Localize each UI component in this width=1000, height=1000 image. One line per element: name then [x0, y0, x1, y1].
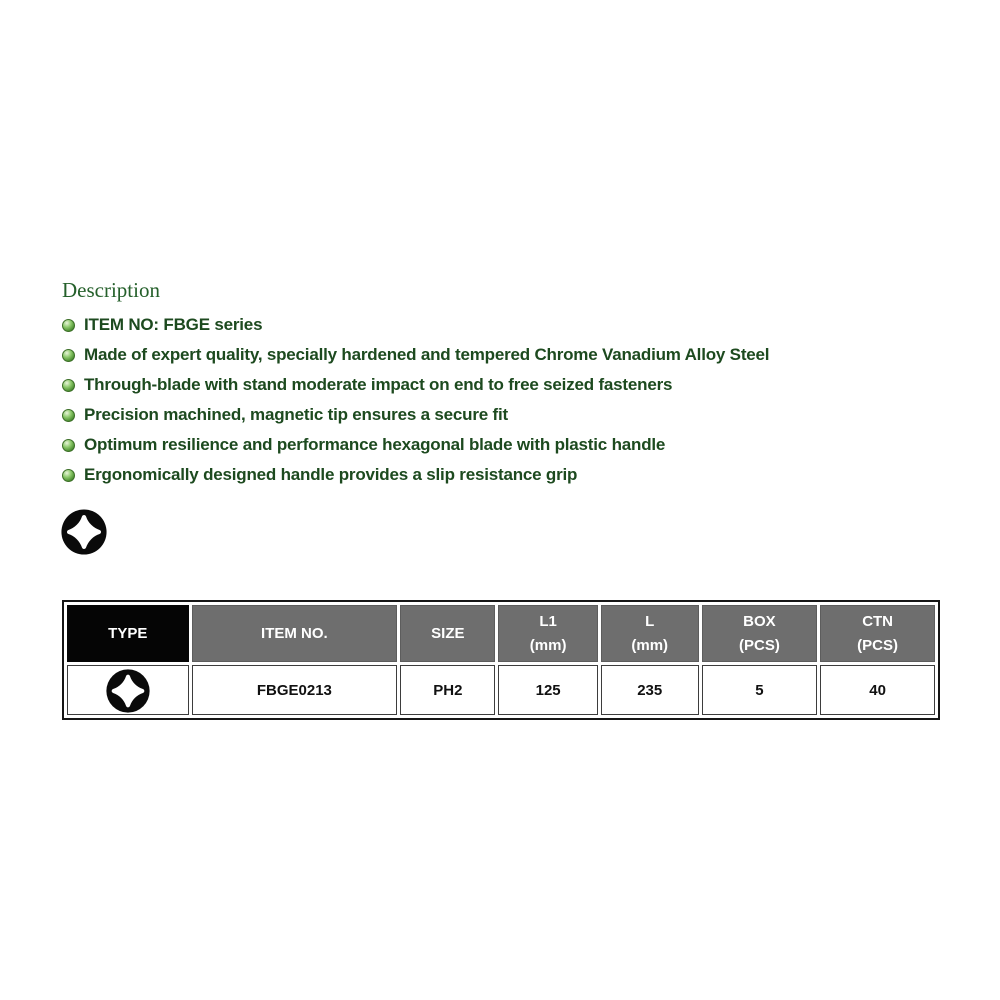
cell-l1: 125 — [498, 665, 597, 715]
table-row — [67, 665, 935, 715]
col-header-ctn: CTN (PCS) — [820, 605, 935, 662]
list-item — [62, 460, 942, 490]
col-header-size: SIZE — [400, 605, 495, 662]
cell-l: 235 — [601, 665, 699, 715]
description-heading: Description — [62, 278, 160, 302]
cell-type — [67, 665, 189, 715]
col-header-l1: L1 (mm) — [498, 605, 597, 662]
spec-table — [62, 600, 940, 720]
col-header-l: L (mm) — [601, 605, 699, 662]
bullet-icon — [62, 349, 75, 362]
cell-ctn: 40 — [820, 665, 935, 715]
feature-bullet-list — [62, 310, 942, 490]
bullet-icon — [62, 379, 75, 392]
list-item — [62, 340, 942, 370]
feature-text: Through-blade with stand moderate impact on end to free seized fasteners — [84, 375, 673, 394]
bullet-icon — [62, 469, 75, 482]
list-item — [62, 310, 942, 340]
col-header-box: BOX (PCS) — [702, 605, 818, 662]
col-header-type: TYPE — [67, 605, 189, 662]
list-item — [62, 430, 942, 460]
bullet-icon — [62, 409, 75, 422]
product-description-section — [62, 278, 942, 490]
feature-text: ITEM NO: FBGE series — [84, 315, 263, 334]
feature-text: Precision machined, magnetic tip ensures a secure fit — [84, 405, 508, 424]
bullet-icon — [62, 439, 75, 452]
feature-text: Ergonomically designed handle provides a slip resistance grip — [84, 465, 578, 484]
phillips-head-icon — [105, 668, 151, 714]
col-header-item-no: ITEM NO. — [192, 605, 398, 662]
bullet-icon — [62, 319, 75, 332]
cell-item-no: FBGE0213 — [192, 665, 398, 715]
list-item — [62, 370, 942, 400]
spec-table-header-row — [67, 605, 935, 662]
cell-box: 5 — [702, 665, 818, 715]
cell-size: PH2 — [400, 665, 495, 715]
phillips-head-icon — [60, 508, 108, 556]
feature-text: Optimum resilience and performance hexagonal blade with plastic handle — [84, 435, 666, 454]
list-item — [62, 400, 942, 430]
feature-text: Made of expert quality, specially hardened and tempered Chrome Vanadium Alloy Steel — [84, 345, 770, 364]
